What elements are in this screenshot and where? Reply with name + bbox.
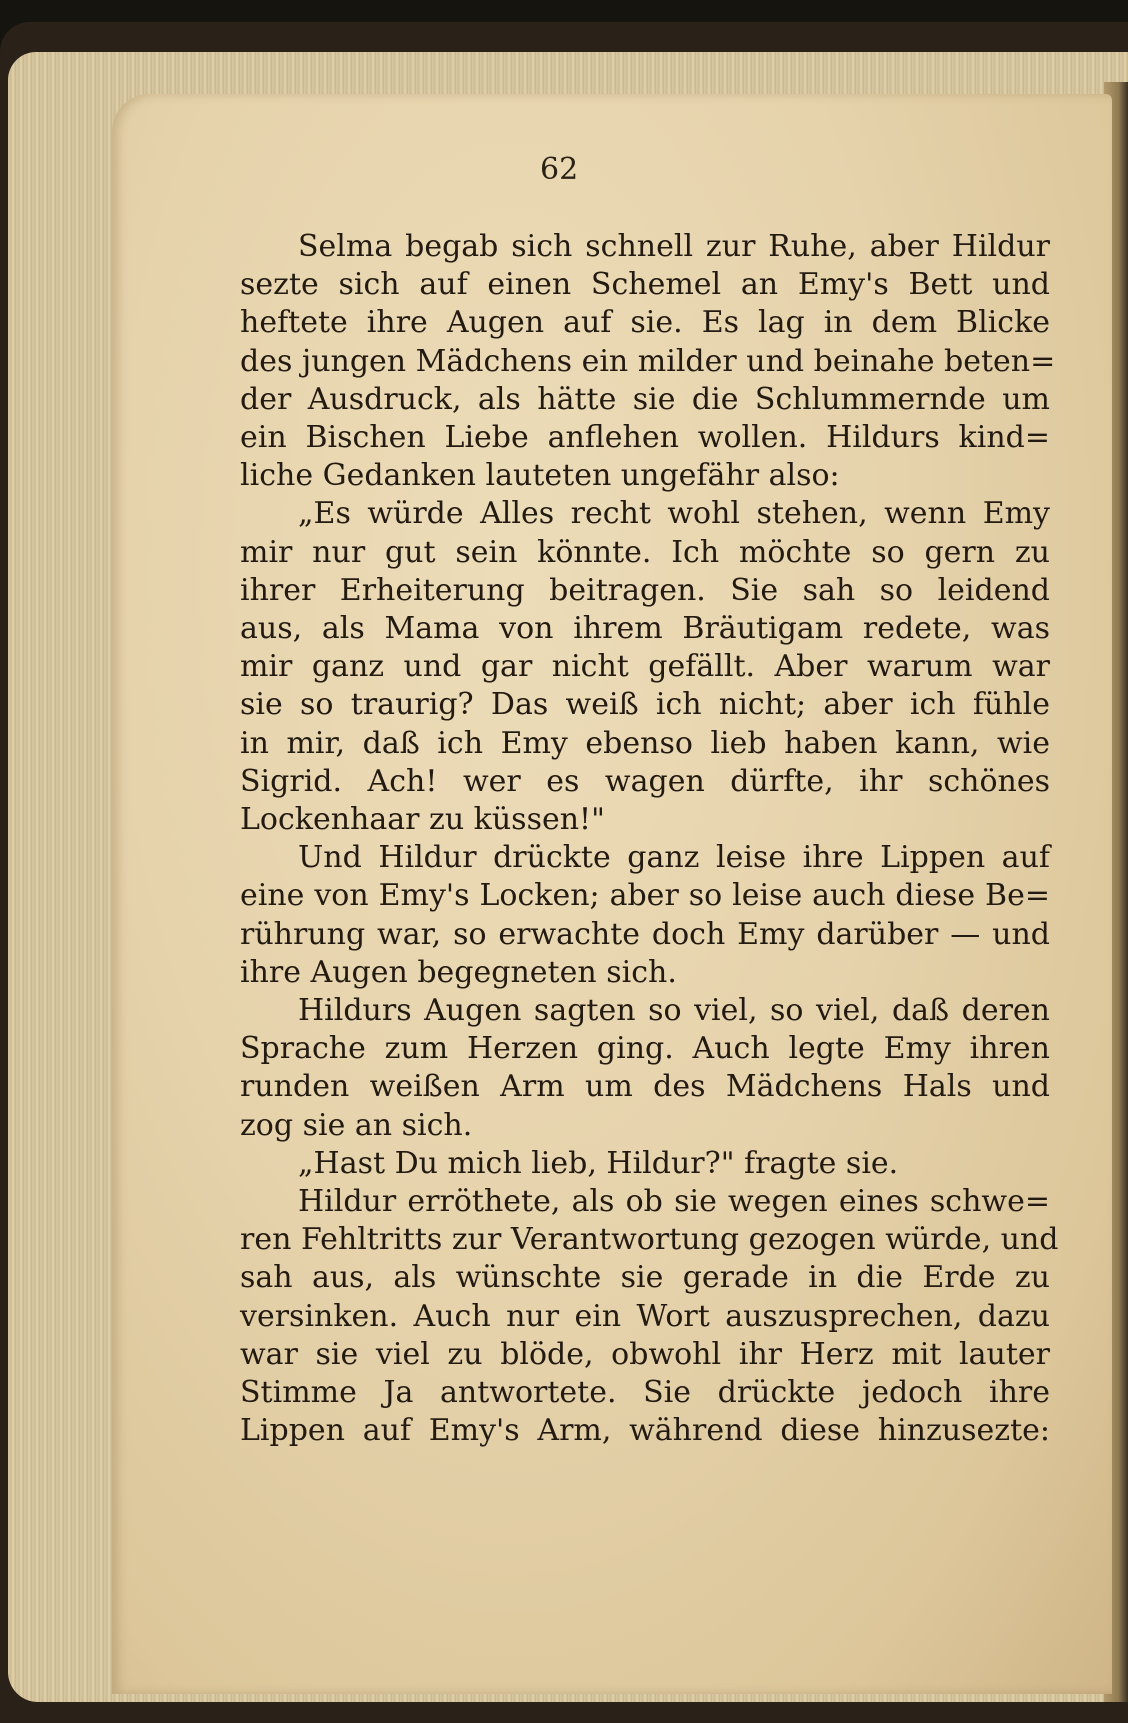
text-line: Selma begab sich schnell zur Ruhe, aber Hildur bbox=[298, 229, 1050, 264]
page-number: 62 bbox=[540, 152, 579, 187]
text-line: Sprache zum Herzen ging. Auch legte Emy ihren bbox=[240, 1031, 1050, 1067]
text-line: rührung war, so erwachte doch Emy darüber — und bbox=[240, 916, 1050, 952]
text-line: sezte sich auf einen Schemel an Emy's Bett und bbox=[240, 267, 1050, 303]
text-line: liche Gedanken lauteten ungefähr also: bbox=[240, 458, 840, 494]
text-line: sie so traurig? Das weiß ich nicht; aber ich fühle bbox=[240, 687, 1050, 723]
text-line: aus, als Mama von ihrem Bräutigam redete, was bbox=[240, 611, 1050, 647]
text-line: Lippen auf Emy's Arm, während diese hinzusezte: bbox=[240, 1413, 1050, 1449]
text-line: mir ganz und gar nicht gefällt. Aber warum war bbox=[240, 649, 1050, 685]
text-line: Und Hildur drückte ganz leise ihre Lippen auf bbox=[298, 840, 1050, 876]
text-line: der Ausdruck, als hätte sie die Schlummernde um bbox=[240, 381, 1050, 417]
text-line: ihrer Erheiterung beitragen. Sie sah so leidend bbox=[240, 572, 1050, 608]
text-line: „Es würde Alles recht wohl stehen, wenn Emy bbox=[298, 496, 1050, 532]
text-line: des jungen Mädchens ein milder und beinahe beten= bbox=[240, 343, 1056, 379]
text-line: heftete ihre Augen auf sie. Es lag in dem Blicke bbox=[240, 305, 1050, 341]
text-line: war sie viel zu blöde, obwohl ihr Herz mit lauter bbox=[240, 1336, 1050, 1372]
text-line: „Hast Du mich lieb, Hildur?" fragte sie. bbox=[298, 1145, 899, 1181]
text-line: zog sie an sich. bbox=[240, 1107, 473, 1143]
text-line: Lockenhaar zu küssen!" bbox=[240, 802, 605, 838]
body-text bbox=[240, 228, 1059, 1451]
text-line: in mir, daß ich Emy ebenso lieb haben kann, wie bbox=[240, 725, 1050, 761]
text-line: ein Bischen Liebe anflehen wollen. Hildurs kind= bbox=[240, 420, 1050, 456]
text-line: sah aus, als wünschte sie gerade in die Erde zu bbox=[240, 1260, 1050, 1296]
text-line: ihre Augen begegneten sich. bbox=[240, 954, 677, 990]
text-line: ren Fehltritts zur Verantwortung gezogen würde, und bbox=[240, 1222, 1059, 1258]
text-line: versinken. Auch nur ein Wort auszusprechen, dazu bbox=[240, 1298, 1050, 1334]
text-line: Sigrid. Ach! wer es wagen dürfte, ihr schönes bbox=[240, 763, 1050, 799]
text-line: eine von Emy's Locken; aber so leise auch diese Be= bbox=[240, 878, 1050, 914]
text-line: Stimme Ja antwortete. Sie drückte jedoch ihre bbox=[240, 1375, 1050, 1411]
text-line: mir nur gut sein könnte. Ich möchte so gern zu bbox=[240, 534, 1050, 570]
text-line: runden weißen Arm um des Mädchens Hals und bbox=[240, 1069, 1050, 1105]
text-line: Hildurs Augen sagten so viel, so viel, daß deren bbox=[298, 993, 1050, 1029]
text-line: Hildur erröthete, als ob sie wegen eines schwe= bbox=[298, 1184, 1050, 1220]
